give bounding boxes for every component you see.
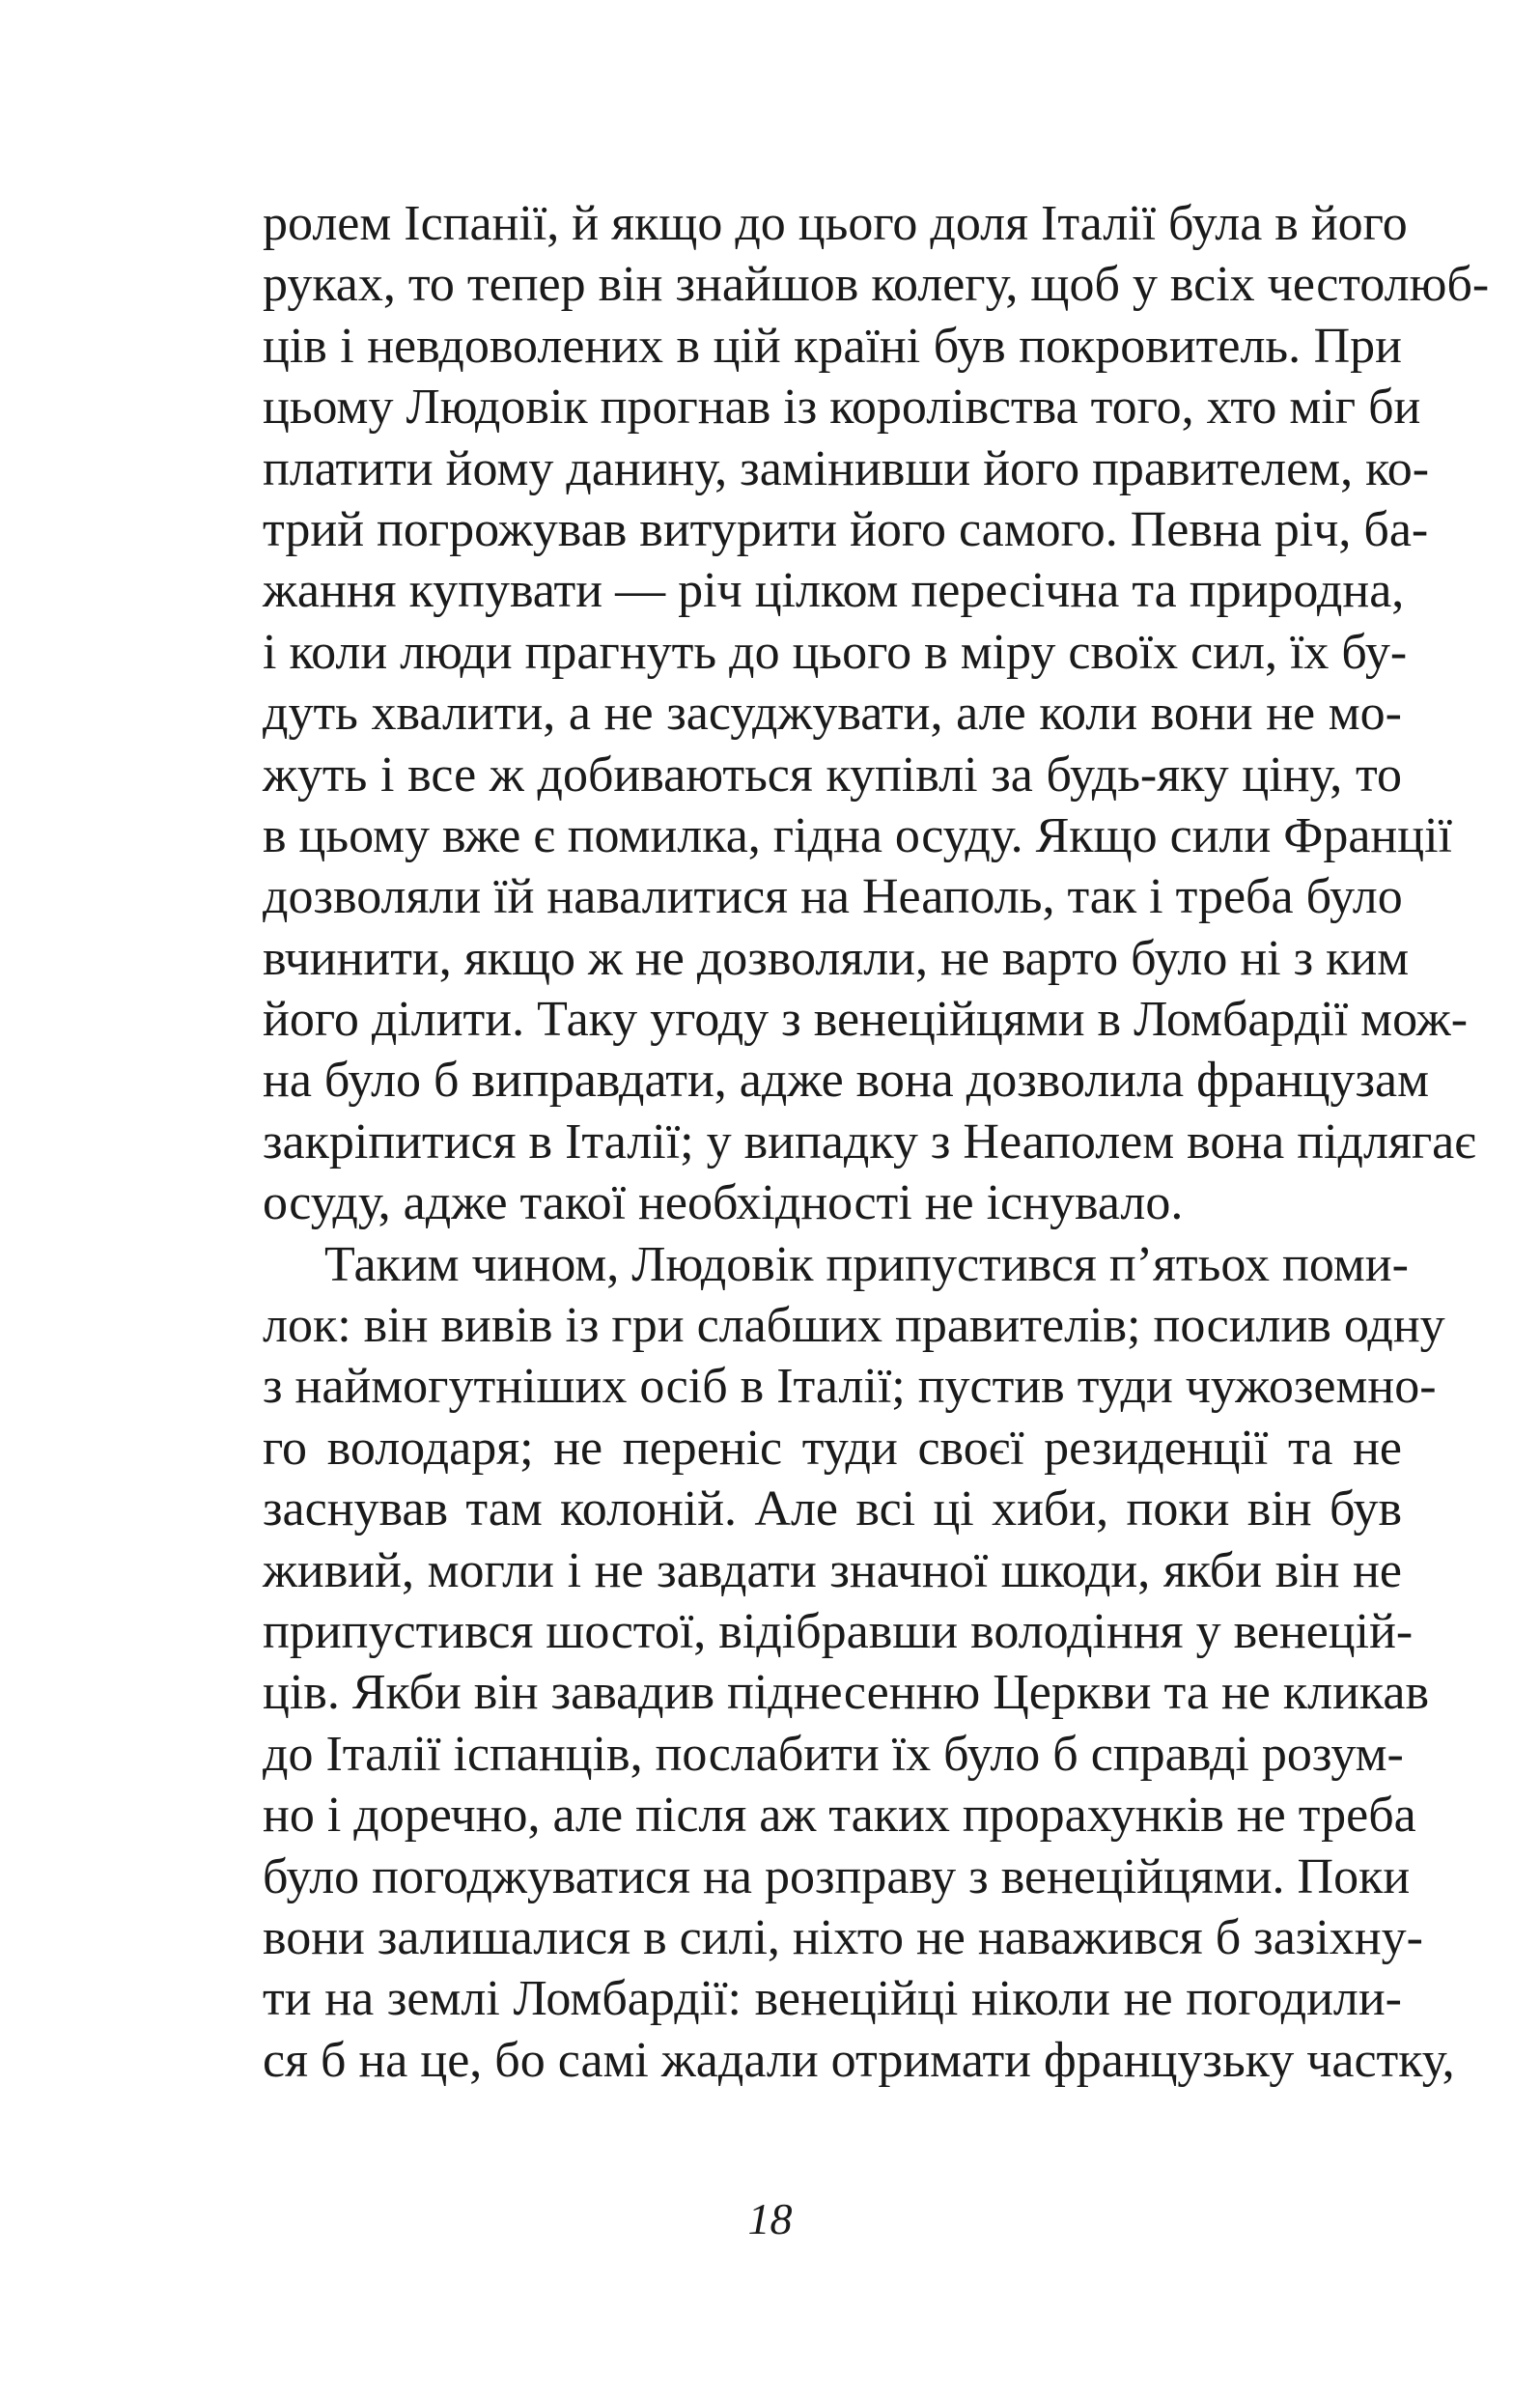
text-line: жуть і все ж добиваються купівлі за будь-яку ціну, то [263,747,1402,803]
text-line: ців і невдоволених в цій країні був покровитель. При [263,318,1402,374]
paragraph-1 [263,193,1490,1234]
text-line: і коли люди прагнуть до цього в міру своїх сил, їх бу- [263,624,1408,680]
text-line: ся б на це, бо самі жадали отримати французьку частку, [263,2032,1455,2088]
text-line: жання купувати — річ цілком пересічна та природна, [263,563,1405,619]
text-line: вчинити, якщо ж не дозволяли, не варто було ні з ким [263,930,1410,986]
text-line: лок: він вивів із гри слабших правителів; посилив одну [263,1298,1445,1354]
text-line: вони залишалися в силі, ніхто не наважився б зазіхну- [263,1909,1423,1965]
paragraph-2 [263,1234,1455,2091]
text-line: трий погрожував витурити його самого. Певна річ, ба- [263,501,1429,557]
body-text [263,193,1490,2091]
text-line: го володаря; не переніс туди своєї резиденції та не [263,1420,1402,1476]
text-line: ролем Іспанії, й якщо до цього доля Італії була в його [263,196,1408,251]
text-line: до Італії іспанців, послабити їх було б справді розум- [263,1726,1404,1782]
text-line: но і доречно, але після аж таких прорахунків не треба [263,1788,1416,1844]
text-line: руках, то тепер він знайшов колегу, щоб у всіх честолюб- [263,257,1490,313]
text-line: заснував там колоній. Але всі ці хиби, поки він був [263,1481,1402,1537]
text-line: з наймогутніших осіб в Італії; пустив туди чужоземно- [263,1359,1437,1415]
text-line: в цьому вже є помилка, гідна осуду. Якщо сили Франції [263,807,1452,863]
text-line: дозволяли їй навалитися на Неаполь, так і треба було [263,869,1403,925]
text-line: Таким чином, Людовік припустився п’ятьох поми- [324,1236,1409,1292]
text-line: живий, могли і не завдати значної шкоди, якби він не [263,1542,1402,1598]
text-line: ти на землі Ломбардії: венеційці ніколи не погодили- [263,1971,1402,2027]
text-line: ців. Якби він завадив піднесенню Церкви та не кликав [263,1665,1430,1721]
page-number: 18 [747,2194,793,2243]
text-line: платити йому данину, замінивши його правителем, ко- [263,440,1430,496]
text-line: його ділити. Таку угоду з венеційцями в Ломбардії мож- [263,992,1469,1048]
text-line: було погоджуватися на розправу з венеційцями. Поки [263,1848,1411,1904]
text-line: на було б виправдати, адже вона дозволила французам [263,1053,1430,1109]
text-line: припустився шостої, відібравши володіння у венецій- [263,1603,1414,1659]
text-line: дуть хвалити, а не засуджувати, але коли вони не мо- [263,686,1402,742]
text-line: цьому Людовік прогнав із королівства того, хто міг би [263,380,1421,436]
text-line: закріпитися в Італії; у випадку з Неаполем вона підлягає [263,1113,1476,1170]
text-line: осуду, адже такої необхідності не існувало. [263,1175,1184,1231]
